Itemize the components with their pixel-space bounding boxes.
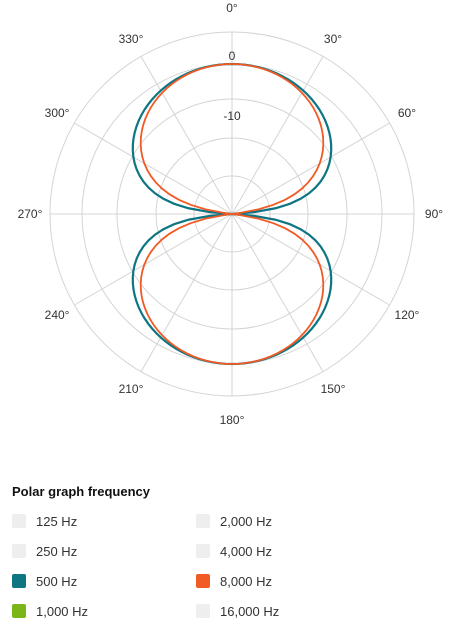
grid-spoke-330 [141,56,232,214]
legend-item[interactable] [12,541,77,561]
angle-label-270: 270° [17,207,43,221]
legend-label: 500 Hz [36,573,78,589]
legend-swatch [12,544,26,558]
angle-label-330: 330° [118,32,144,47]
legend-label: 8,000 Hz [220,573,273,589]
grid-spoke-150 [232,214,323,372]
angle-label-120: 120° [394,308,420,322]
legend-label: 16,000 Hz [220,603,280,619]
legend-swatch [12,604,26,618]
legend-item[interactable] [196,511,272,531]
legend-item[interactable] [12,571,77,591]
legend-swatch [196,604,210,618]
legend-label: 2,000 Hz [220,513,273,529]
legend-swatch [196,514,210,528]
angle-label-240: 240° [44,308,70,322]
angle-label-180: 180° [219,413,245,427]
legend-swatch [196,544,210,558]
angle-label-30: 30° [323,32,343,47]
angle-label-210: 210° [118,381,144,396]
angle-label-90: 90° [424,207,444,221]
grid-spoke-30 [232,56,323,214]
angle-label-0: 0° [226,1,238,15]
grid-spoke-60 [232,123,390,214]
angle-label-150: 150° [320,381,346,396]
legend-item[interactable] [196,541,272,561]
angle-label-300: 300° [44,106,70,120]
angle-label-60: 60° [397,106,417,120]
legend-label: 250 Hz [36,543,78,559]
legend-item[interactable] [196,571,272,591]
legend-swatch [12,514,26,528]
legend-label: 1,000 Hz [36,603,89,619]
grid-spoke-300 [74,123,232,214]
legend-swatch [196,574,210,588]
legend-item[interactable] [196,601,279,621]
ring-label-1: -10 [223,109,241,123]
grid-spoke-240 [74,214,232,305]
grid-spoke-210 [141,214,232,372]
legend-title: Polar graph frequency [12,484,150,499]
legend-item[interactable] [12,601,88,621]
grid-spoke-120 [232,214,390,305]
legend-label: 125 Hz [36,513,78,529]
ring-label-0: 0 [228,49,236,63]
legend-item[interactable] [12,511,77,531]
legend-label: 4,000 Hz [220,543,273,559]
legend-swatch [12,574,26,588]
